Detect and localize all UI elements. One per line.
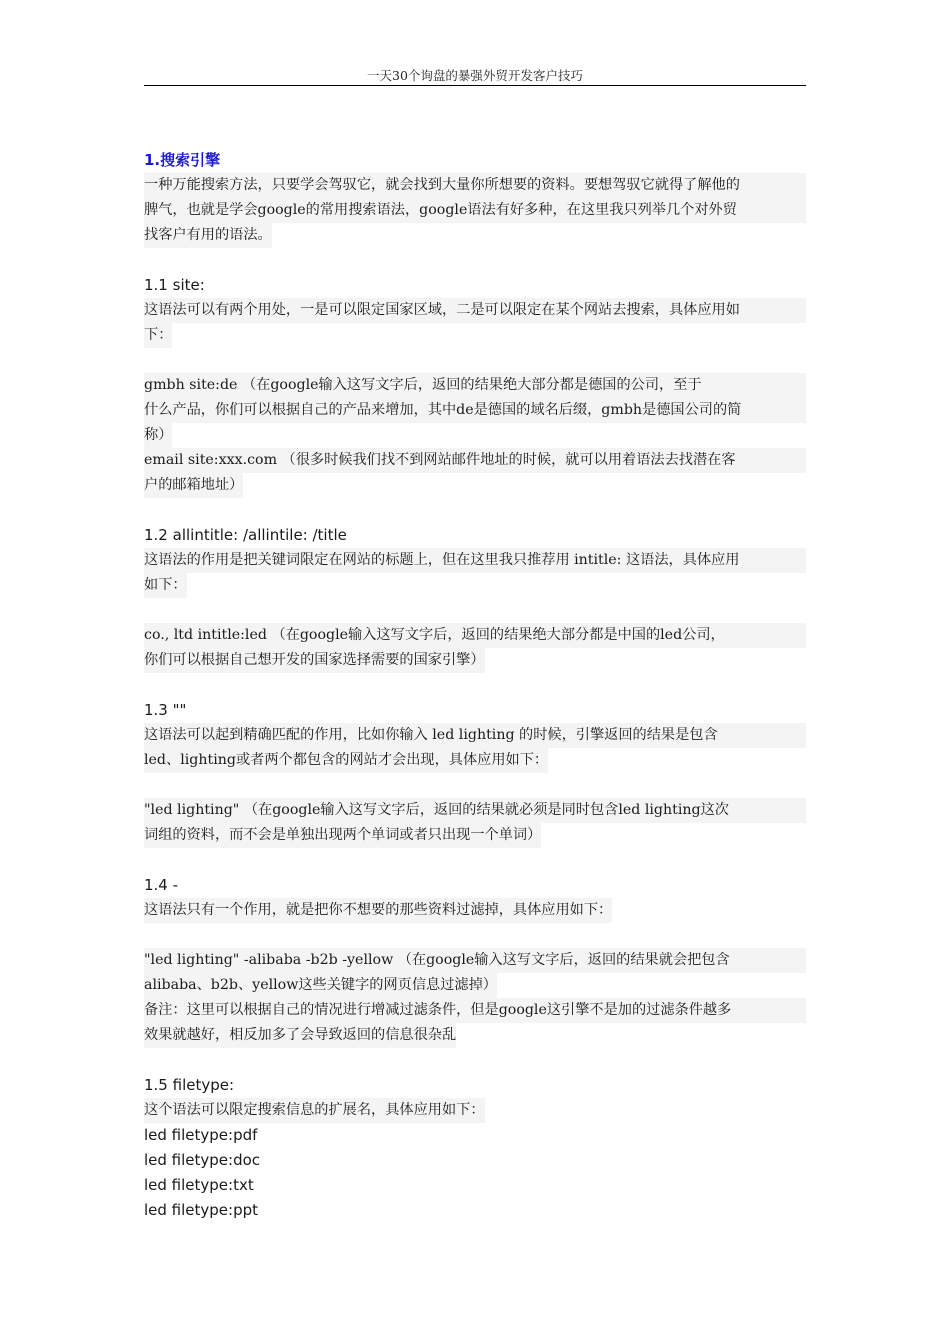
example-line: co., ltd intitle:led （在google输入这写文字后，返回的结果绝大部分都是中国的led公司， — [144, 623, 806, 648]
paragraph-line: 如下： — [144, 573, 187, 598]
spacer — [144, 248, 806, 273]
example-line: gmbh site:de （在google输入这写文字后，返回的结果绝大部分都是德国的公司，至于 — [144, 373, 806, 398]
spacer — [144, 598, 806, 623]
header-divider — [144, 85, 806, 86]
example-line: 你们可以根据自己想开发的国家选择需要的国家引擎） — [144, 648, 485, 673]
example-line: 称） — [144, 423, 172, 448]
filetype-example: led filetype:txt — [144, 1176, 254, 1194]
document-header-title: 一天30个询盘的暴强外贸开发客户技巧 — [367, 68, 583, 83]
filetype-example: led filetype:pdf — [144, 1126, 258, 1144]
spacer — [144, 848, 806, 873]
intro-line: 找客户有用的语法。 — [144, 223, 272, 248]
subsection-title-filetype: 1.5 filetype: — [144, 1076, 235, 1094]
subsection-title-site: 1.1 site: — [144, 276, 205, 294]
example-line: alibaba、b2b、yellow这些关键字的网页信息过滤掉） — [144, 973, 497, 998]
example-line: "led lighting" （在google输入这写文字后，返回的结果就必须是同时包含led lighting这次 — [144, 798, 806, 823]
note-line: 效果就越好，相反加多了会导致返回的信息很杂乱 — [144, 1023, 456, 1048]
spacer — [144, 348, 806, 373]
example-line: email site:xxx.com （很多时候我们找不到网站邮件地址的时候，就可以用着语法去找潜在客 — [144, 448, 806, 473]
subsection-title-allintitle: 1.2 allintitle: /allintile: /title — [144, 526, 347, 544]
note-line: 备注：这里可以根据自己的情况进行增减过滤条件，但是google这引擎不是加的过滤条件越多 — [144, 998, 806, 1023]
example-line: 什么产品，你们可以根据自己的产品来增加，其中de是德国的域名后缀，gmbh是德国公司的简 — [144, 398, 806, 423]
paragraph-line: 这语法可以起到精确匹配的作用，比如你输入 led lighting 的时候，引擎返回的结果是包含 — [144, 723, 806, 748]
section-heading: 1.搜索引擎 — [144, 151, 221, 169]
spacer — [144, 498, 806, 523]
intro-line: 一种万能搜索方法，只要学会驾驭它，就会找到大量你所想要的资料。要想驾驭它就得了解他的 — [144, 173, 806, 198]
spacer — [144, 1048, 806, 1073]
example-line: 词组的资料，而不会是单独出现两个单词或者只出现一个单词） — [144, 823, 541, 848]
paragraph-line: 这语法只有一个作用，就是把你不想要的那些资料过滤掉，具体应用如下： — [144, 898, 612, 923]
example-line: 户的邮箱地址） — [144, 473, 243, 498]
spacer — [144, 923, 806, 948]
spacer — [144, 673, 806, 698]
paragraph-line: 这语法可以有两个用处，一是可以限定国家区域，二是可以限定在某个网站去搜索，具体应用如 — [144, 298, 806, 323]
filetype-example: led filetype:doc — [144, 1151, 261, 1169]
intro-line: 脾气，也就是学会google的常用搜索语法，google语法有好多种，在这里我只列举几个对外贸 — [144, 198, 806, 223]
filetype-example: led filetype:ppt — [144, 1201, 259, 1219]
document-body — [144, 148, 806, 1223]
paragraph-line: 这个语法可以限定搜索信息的扩展名，具体应用如下： — [144, 1098, 485, 1123]
spacer — [144, 773, 806, 798]
subsection-title-minus: 1.4 - — [144, 876, 179, 894]
example-line: "led lighting" -alibaba -b2b -yellow （在google输入这写文字后，返回的结果就会把包含 — [144, 948, 806, 973]
paragraph-line: led、lighting或者两个都包含的网站才会出现，具体应用如下： — [144, 748, 548, 773]
paragraph-line: 这语法的作用是把关键词限定在网站的标题上，但在这里我只推荐用 intitle: 这语法，具体应用 — [144, 548, 806, 573]
paragraph-line: 下： — [144, 323, 172, 348]
subsection-title-quotes: 1.3 "" — [144, 701, 187, 719]
